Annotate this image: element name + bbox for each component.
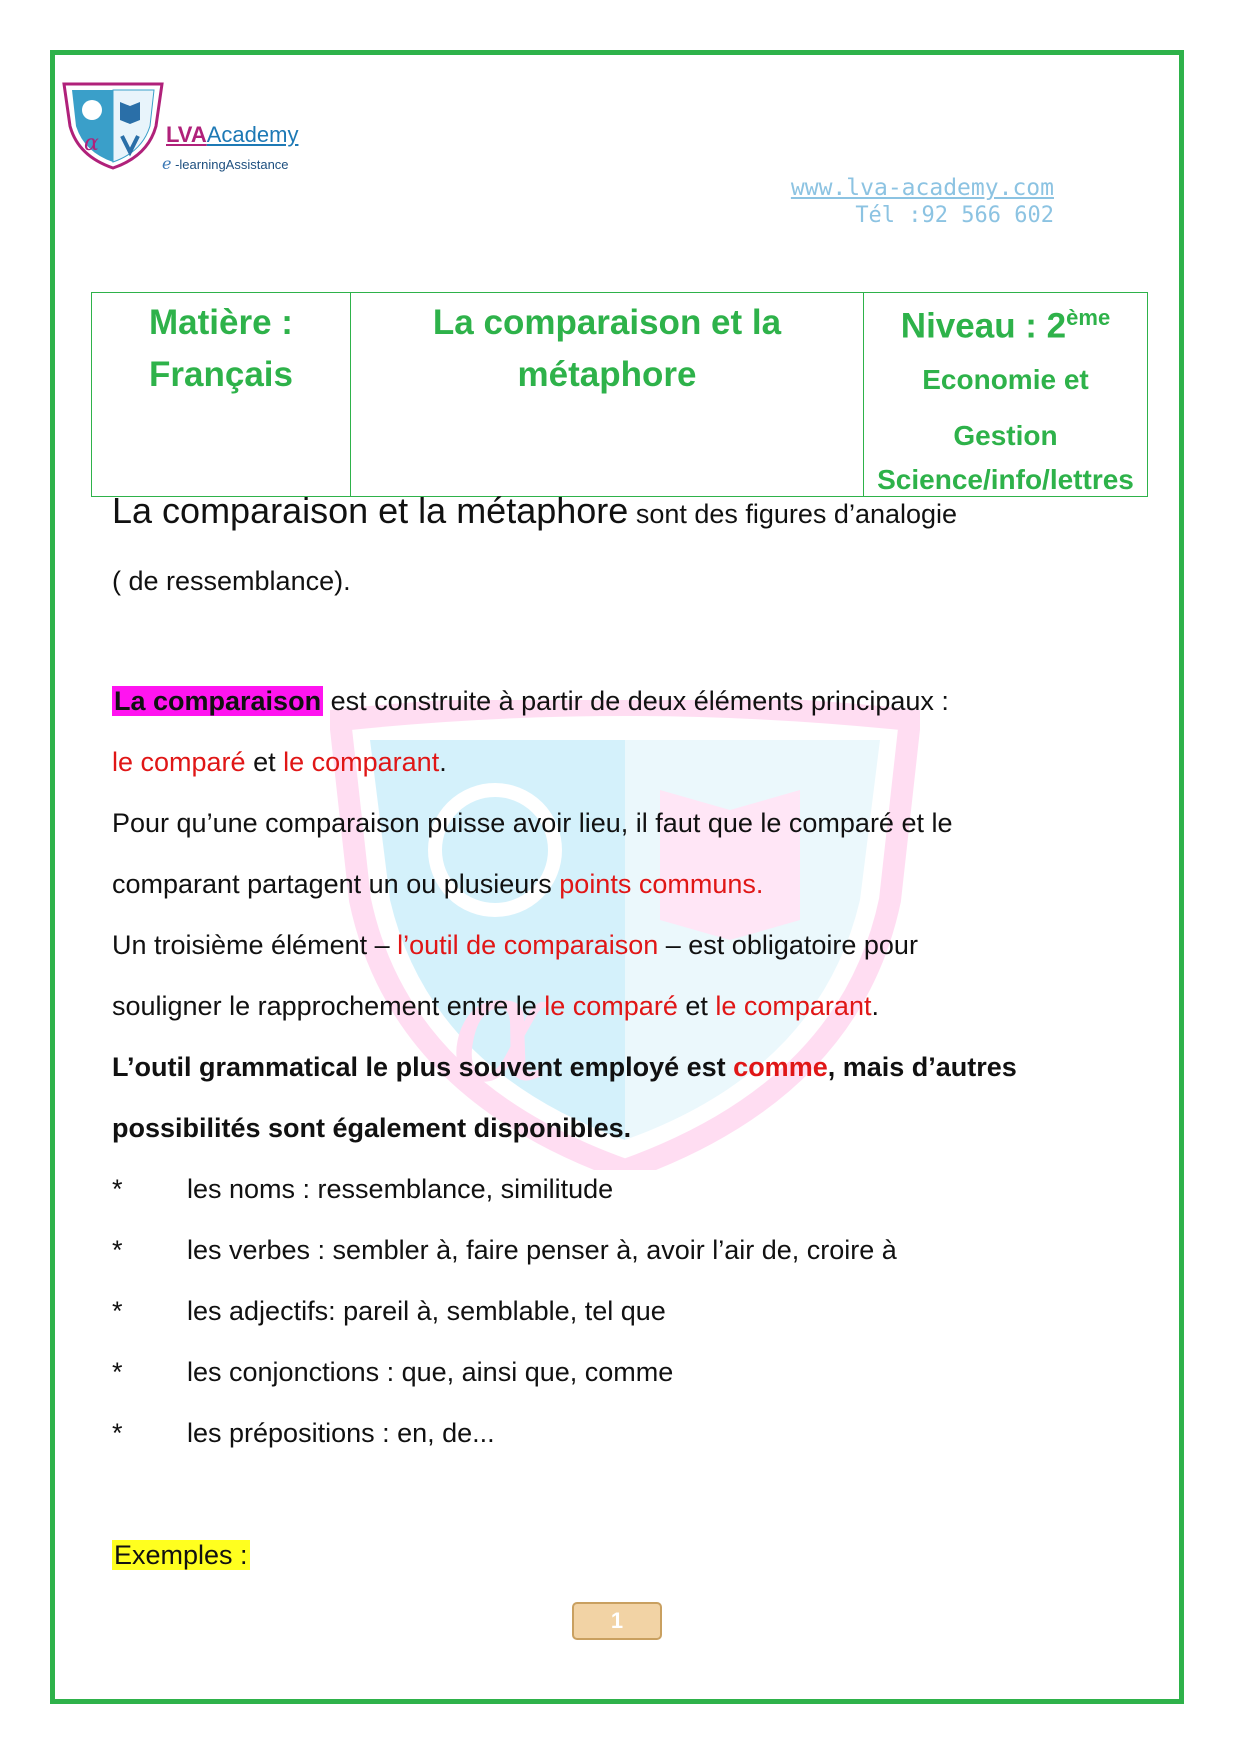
website-link[interactable]: www.lva-academy.com (790, 175, 1054, 201)
comparison-definition (112, 686, 949, 717)
bold-line-1: L’outil grammatical le plus souvent employé est comme, mais d’autres (112, 1052, 1017, 1082)
intro-heading: La comparaison et la métaphore (112, 490, 629, 531)
brand-name (166, 122, 298, 148)
comparison-def-text: est construite à partir de deux éléments principaux : (323, 686, 949, 716)
para4-line: souligner le rapprochement entre le le comparé et le comparant. (112, 991, 879, 1021)
brand-tagline (162, 154, 289, 173)
examples-heading: Exemples : (114, 1540, 248, 1570)
svg-text:α: α (450, 942, 552, 1116)
para2-line-1: Pour qu’une comparaison puisse avoir lieu, il faut que le comparé et le (112, 808, 953, 838)
elements-line: le comparé et le comparant. (112, 747, 447, 777)
level-sup: ème (1066, 305, 1111, 330)
contact-block (791, 175, 1054, 228)
level-cell (864, 293, 1148, 497)
brand-lva: LVA (166, 122, 207, 147)
para3-line: Un troisième élément – l’outil de comparaison – est obligatoire pour (112, 930, 918, 960)
topic-cell (351, 293, 864, 497)
subject-value: Français (149, 355, 293, 394)
brand-academy: Academy (206, 122, 299, 147)
level-label: Niveau : 2ème (900, 305, 1111, 346)
subject-label: Matière : (149, 303, 293, 342)
level-section-1: Economie et Gestion (922, 363, 1089, 451)
topic-line-1: La comparaison et la (432, 303, 782, 342)
intro-line-1 (112, 490, 957, 532)
term-outil: l’outil de comparaison (397, 930, 659, 960)
phone-number: Tél :92 566 602 (855, 203, 1054, 228)
term-compare-2: le comparé (544, 991, 678, 1021)
topic-line-2: métaphore (517, 355, 697, 394)
level-section-2: Science/info/lettres (877, 463, 1134, 495)
comparison-title-highlight: La comparaison (114, 686, 322, 716)
page-number: 1 (572, 1602, 662, 1640)
intro-line-2: ( de ressemblance). (112, 566, 351, 596)
tagline-text: -learningAssistance (175, 157, 289, 172)
subject-cell (92, 293, 351, 497)
term-comparant-2: le comparant (715, 991, 872, 1021)
bold-line-2: possibilités sont également disponibles. (112, 1113, 632, 1143)
term-comme: comme (733, 1052, 828, 1082)
lva-academy-logo (58, 80, 168, 170)
term-comparant: le comparant (283, 747, 440, 777)
para2-line-2: comparant partagent un ou plusieurs points communs. (112, 869, 764, 899)
svg-text:α: α (84, 131, 99, 156)
intro-rest: sont des figures d’analogie (628, 499, 958, 529)
term-compare: le comparé (112, 747, 246, 777)
course-header-table (91, 292, 1148, 497)
tagline-e: e (162, 154, 172, 173)
term-points-communs: points communs. (559, 869, 764, 899)
